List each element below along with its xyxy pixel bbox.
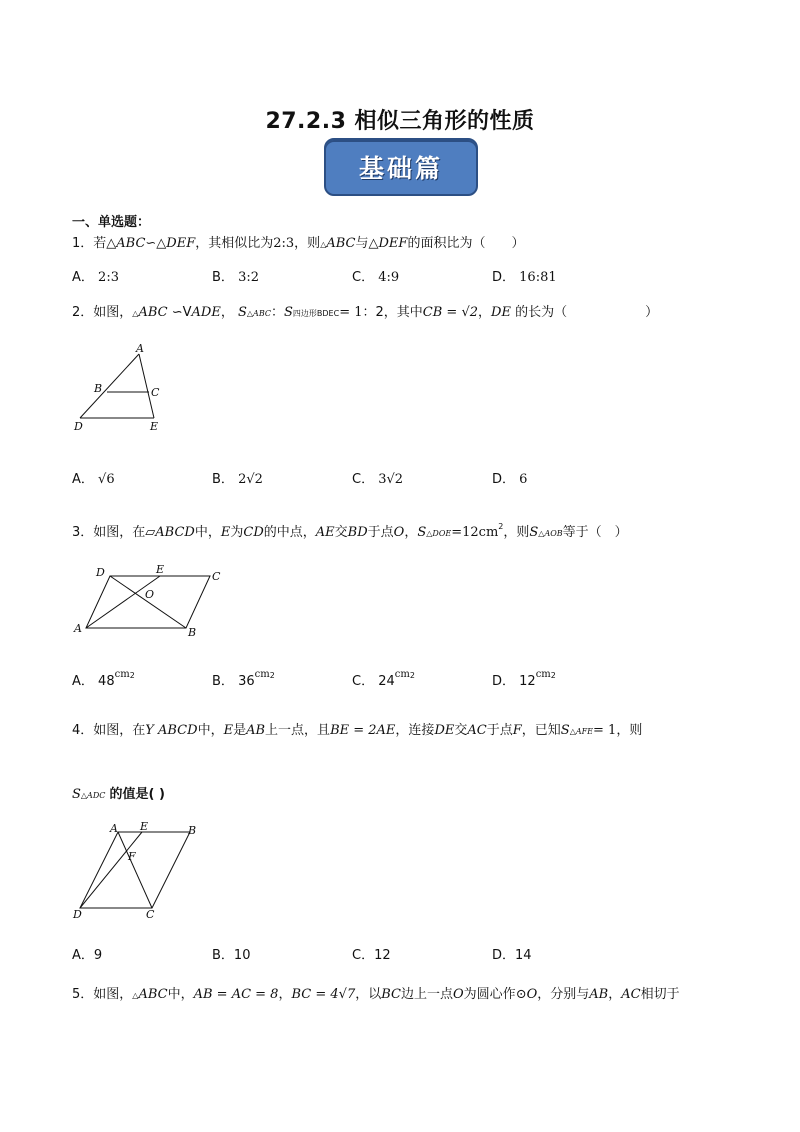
q2-text-c: 的长为（ ） xyxy=(515,305,659,320)
q3-option-b[interactable] xyxy=(212,670,275,689)
question-4-stem xyxy=(72,722,642,741)
q4-ac: AC xyxy=(467,723,487,738)
q5-bc: BC xyxy=(381,987,401,1002)
q4-text-g: 于点 xyxy=(486,723,513,738)
q1-similar-expr: △ABC∽△DEF xyxy=(106,236,196,251)
q2-de: DE xyxy=(491,305,511,320)
q3-label-b: B xyxy=(188,626,197,639)
q3-label-e: E xyxy=(156,563,165,576)
question-5-stem xyxy=(72,986,680,1005)
q2-label-d: D xyxy=(74,420,83,433)
q4-label-a: A xyxy=(110,822,118,835)
q3-option-d-unit: cm xyxy=(535,669,551,680)
q1-option-d-letter: D． xyxy=(492,270,516,285)
q4-label-d: D xyxy=(73,908,82,921)
q2-option-a[interactable] xyxy=(72,468,115,487)
q4-text-h: ，已知 xyxy=(521,723,561,738)
q3-text-i: 等于（ ） xyxy=(562,525,628,540)
q4-text-b: 中， xyxy=(197,723,224,738)
q2-text-a: ：2，其中 xyxy=(362,305,423,320)
q1-tri1: ABC xyxy=(326,236,356,251)
q3-option-d[interactable] xyxy=(492,670,556,689)
level-badge xyxy=(324,138,478,196)
q3-option-c-value: 24 xyxy=(378,674,395,689)
q5-eq2: BC = 4√7 xyxy=(291,987,356,1002)
q4-label-e: E xyxy=(140,820,149,833)
q4-s2-sub: △ADC xyxy=(80,791,106,800)
level-badge-label: 基础篇 xyxy=(358,154,443,183)
q2-s1: S xyxy=(238,305,247,320)
q2-option-b[interactable] xyxy=(212,468,263,487)
q5-o: O xyxy=(453,987,464,1002)
q3-text-h: ，则 xyxy=(503,525,530,540)
q2-option-b-value: 2√2 xyxy=(238,472,263,487)
q3-label-o: O xyxy=(145,588,155,601)
q1-tri2: △DEF xyxy=(368,236,408,251)
q1-text-c: 与 xyxy=(355,236,369,251)
q5-text-g: ，分别与 xyxy=(537,987,590,1002)
q4-eq: = 1 xyxy=(593,723,617,738)
q2-option-c[interactable] xyxy=(352,468,403,487)
q3-option-a-sup: 2 xyxy=(129,671,135,680)
q4-s2: S xyxy=(72,787,81,802)
q4-text-e: ，连接 xyxy=(395,723,435,738)
q1-option-a[interactable] xyxy=(72,266,119,285)
q2-comma: ， xyxy=(220,305,234,320)
q2-triangle-icon: △ xyxy=(132,309,139,318)
q3-sup: 2 xyxy=(498,522,504,531)
q2-cb: CB = √2 xyxy=(422,305,478,320)
q3-option-d-sup: 2 xyxy=(550,671,556,680)
q3-e: E xyxy=(220,525,231,540)
q4-rel: BE = 2AE xyxy=(330,723,396,738)
q3-option-a[interactable] xyxy=(72,670,135,689)
q2-option-c-value: 3√2 xyxy=(378,472,404,487)
q1-option-a-letter: A． xyxy=(72,270,94,285)
q4-option-b-letter: B． xyxy=(212,948,234,963)
q1-triangle-icon: △ xyxy=(320,240,327,249)
q4-option-b-value: 10 xyxy=(233,948,251,963)
q2-v: V xyxy=(182,305,192,320)
q1-option-c-letter: C． xyxy=(352,270,375,285)
q3-option-a-value: 48 xyxy=(98,674,115,689)
q2-figure xyxy=(70,340,180,434)
q4-text-c: 是 xyxy=(233,723,247,738)
q3-o: O xyxy=(393,525,405,540)
q3-option-b-value: 36 xyxy=(238,674,255,689)
q4-label-f: F xyxy=(128,850,136,863)
q3-option-c[interactable] xyxy=(352,670,415,689)
section-heading: 一、单选题： xyxy=(72,215,151,230)
q4-text-f: 交 xyxy=(454,723,468,738)
question-2-stem xyxy=(72,304,658,323)
q5-text-h: ， xyxy=(608,987,622,1002)
question-4-stem-cont xyxy=(72,786,165,805)
q3-label-c: C xyxy=(212,570,221,583)
q2-tri1: ABC xyxy=(138,305,168,320)
q5-text-i: 相切于 xyxy=(640,987,680,1002)
q4-option-c-value: 12 xyxy=(374,948,391,963)
question-1-stem xyxy=(72,235,524,254)
q4-option-c-letter: C． xyxy=(352,948,375,963)
q3-label-a: A xyxy=(74,622,82,635)
q3-s2-sub: △AOB xyxy=(538,529,563,538)
q3-option-b-unit: cm xyxy=(254,669,270,680)
q2-label-c: C xyxy=(151,386,160,399)
q4-s1-sub: △AFE xyxy=(569,727,594,736)
q2-option-a-value: √6 xyxy=(98,472,115,487)
q3-label-d: D xyxy=(96,566,105,579)
q4-figure xyxy=(70,820,210,922)
q1-number: 1．若 xyxy=(72,236,107,251)
q5-eq1: AB = AC = 8 xyxy=(193,987,279,1002)
q3-line-bd xyxy=(110,576,186,628)
q5-text-e: 边上一点 xyxy=(400,987,453,1002)
q3-option-c-letter: C． xyxy=(352,674,375,689)
q4-label-c: C xyxy=(146,908,155,921)
q2-label-b: B xyxy=(94,382,103,395)
q1-ratio: 2:3 xyxy=(273,236,295,251)
q2-eq1: = 1 xyxy=(339,305,363,320)
q1-option-b-letter: B． xyxy=(212,270,234,285)
q4-line-ac xyxy=(118,832,152,908)
q1-option-c[interactable] xyxy=(352,266,399,285)
q4-option-d-value: 14 xyxy=(515,948,532,963)
q2-option-d-letter: D． xyxy=(492,472,516,487)
q3-s2: S xyxy=(529,525,539,540)
q4-option-a-value: 9 xyxy=(93,948,103,963)
q3-text-f: 于点 xyxy=(367,525,394,540)
q5-text-b: 中， xyxy=(167,987,194,1002)
q2-line-ad xyxy=(80,354,139,418)
q4-option-a[interactable] xyxy=(72,944,102,963)
q4-option-c[interactable] xyxy=(352,944,391,963)
q4-text-a: 4．如图，在 xyxy=(72,723,146,738)
q4-e: E xyxy=(223,723,234,738)
q4-option-d[interactable] xyxy=(492,944,532,963)
q4-f: F xyxy=(512,723,522,738)
q3-text-c: 为 xyxy=(230,525,244,540)
q4-s1: S xyxy=(560,723,570,738)
q4-line-de xyxy=(80,832,142,908)
q4-de: DE xyxy=(434,723,455,738)
q2-option-d-value: 6 xyxy=(519,472,528,487)
q2-text-b: ， xyxy=(478,305,492,320)
q5-circle: ⊙O xyxy=(515,987,538,1002)
q4-text-i: ，则 xyxy=(616,723,643,738)
q4-text-d: 上一点，且 xyxy=(265,723,331,738)
page-title: 27.2.3 相似三角形的性质 xyxy=(265,109,535,134)
q3-s1-sub: △DOE xyxy=(426,529,452,538)
q5-tri: ABC xyxy=(138,987,168,1002)
q2-label-e: E xyxy=(150,420,159,433)
q3-bd: BD xyxy=(347,525,368,540)
q3-option-d-value: 12 xyxy=(519,674,536,689)
question-3-stem xyxy=(72,524,628,543)
q3-ae: AE xyxy=(315,525,335,540)
q2-tri2: ADE xyxy=(191,305,221,320)
q3-option-c-sup: 2 xyxy=(409,671,415,680)
q3-text-b: 中， xyxy=(194,525,221,540)
q1-option-b[interactable] xyxy=(212,266,259,285)
q3-option-c-unit: cm xyxy=(394,669,410,680)
q5-text-c: ， xyxy=(278,987,292,1002)
q2-option-d[interactable] xyxy=(492,468,527,487)
q3-option-d-letter: D． xyxy=(492,674,516,689)
q4-option-b[interactable] xyxy=(212,944,250,963)
q5-ab: AB xyxy=(589,987,609,1002)
q3-text-d: 的中点， xyxy=(263,525,316,540)
q4-parallelogram: Y ABCD xyxy=(145,723,198,738)
q4-option-a-letter: A． xyxy=(72,948,94,963)
q1-option-b-value: 3:2 xyxy=(238,270,259,285)
q4-label-b: B xyxy=(188,824,197,837)
q3-option-a-unit: cm xyxy=(114,669,130,680)
q4-text-j: 的值是( ) xyxy=(109,787,165,802)
q2-number: 2．如图， xyxy=(72,305,133,320)
q3-eq: =12 xyxy=(451,525,479,540)
q5-triangle-icon: △ xyxy=(132,991,139,1000)
q2-colon: ： xyxy=(270,305,284,320)
q2-sim: ∽ xyxy=(171,305,183,320)
q5-text-f: 为圆心作 xyxy=(463,987,516,1002)
q2-s1-sub: △ABC xyxy=(246,309,271,318)
q3-figure xyxy=(70,562,230,642)
q3-unit: cm xyxy=(478,525,499,540)
q5-ac: AC xyxy=(621,987,641,1002)
q3-cd: CD xyxy=(243,525,264,540)
q3-option-b-letter: B． xyxy=(212,674,234,689)
q3-text-e: 交 xyxy=(334,525,348,540)
q4-ab: AB xyxy=(246,723,266,738)
q2-label-a: A xyxy=(136,342,144,355)
q2-option-b-letter: B． xyxy=(212,472,234,487)
q5-text-d: ，以 xyxy=(355,987,382,1002)
q1-option-d[interactable] xyxy=(492,266,557,285)
q1-text-a: ，其相似比为 xyxy=(195,236,274,251)
q3-option-a-letter: A． xyxy=(72,674,94,689)
q3-parallelogram: ▱ABCD xyxy=(145,525,195,540)
q3-text-a: 3．如图，在 xyxy=(72,525,146,540)
q3-line-ae xyxy=(86,576,160,628)
q1-option-a-value: 2:3 xyxy=(98,270,119,285)
q1-option-d-value: 16:81 xyxy=(519,270,557,285)
q2-option-c-letter: C． xyxy=(352,472,375,487)
q2-s2: S xyxy=(284,305,293,320)
q1-text-d: 的面积比为（ ） xyxy=(407,236,525,251)
q1-text-b: ，则 xyxy=(294,236,321,251)
q2-s2-sub: 四边形BDEC xyxy=(292,309,340,318)
q4-option-d-letter: D． xyxy=(492,948,516,963)
q3-s1: S xyxy=(417,525,427,540)
q5-text-a: 5．如图， xyxy=(72,987,133,1002)
q1-option-c-value: 4:9 xyxy=(378,270,400,285)
q3-option-b-sup: 2 xyxy=(269,671,275,680)
q2-option-a-letter: A． xyxy=(72,472,94,487)
q3-text-g: ， xyxy=(404,525,418,540)
